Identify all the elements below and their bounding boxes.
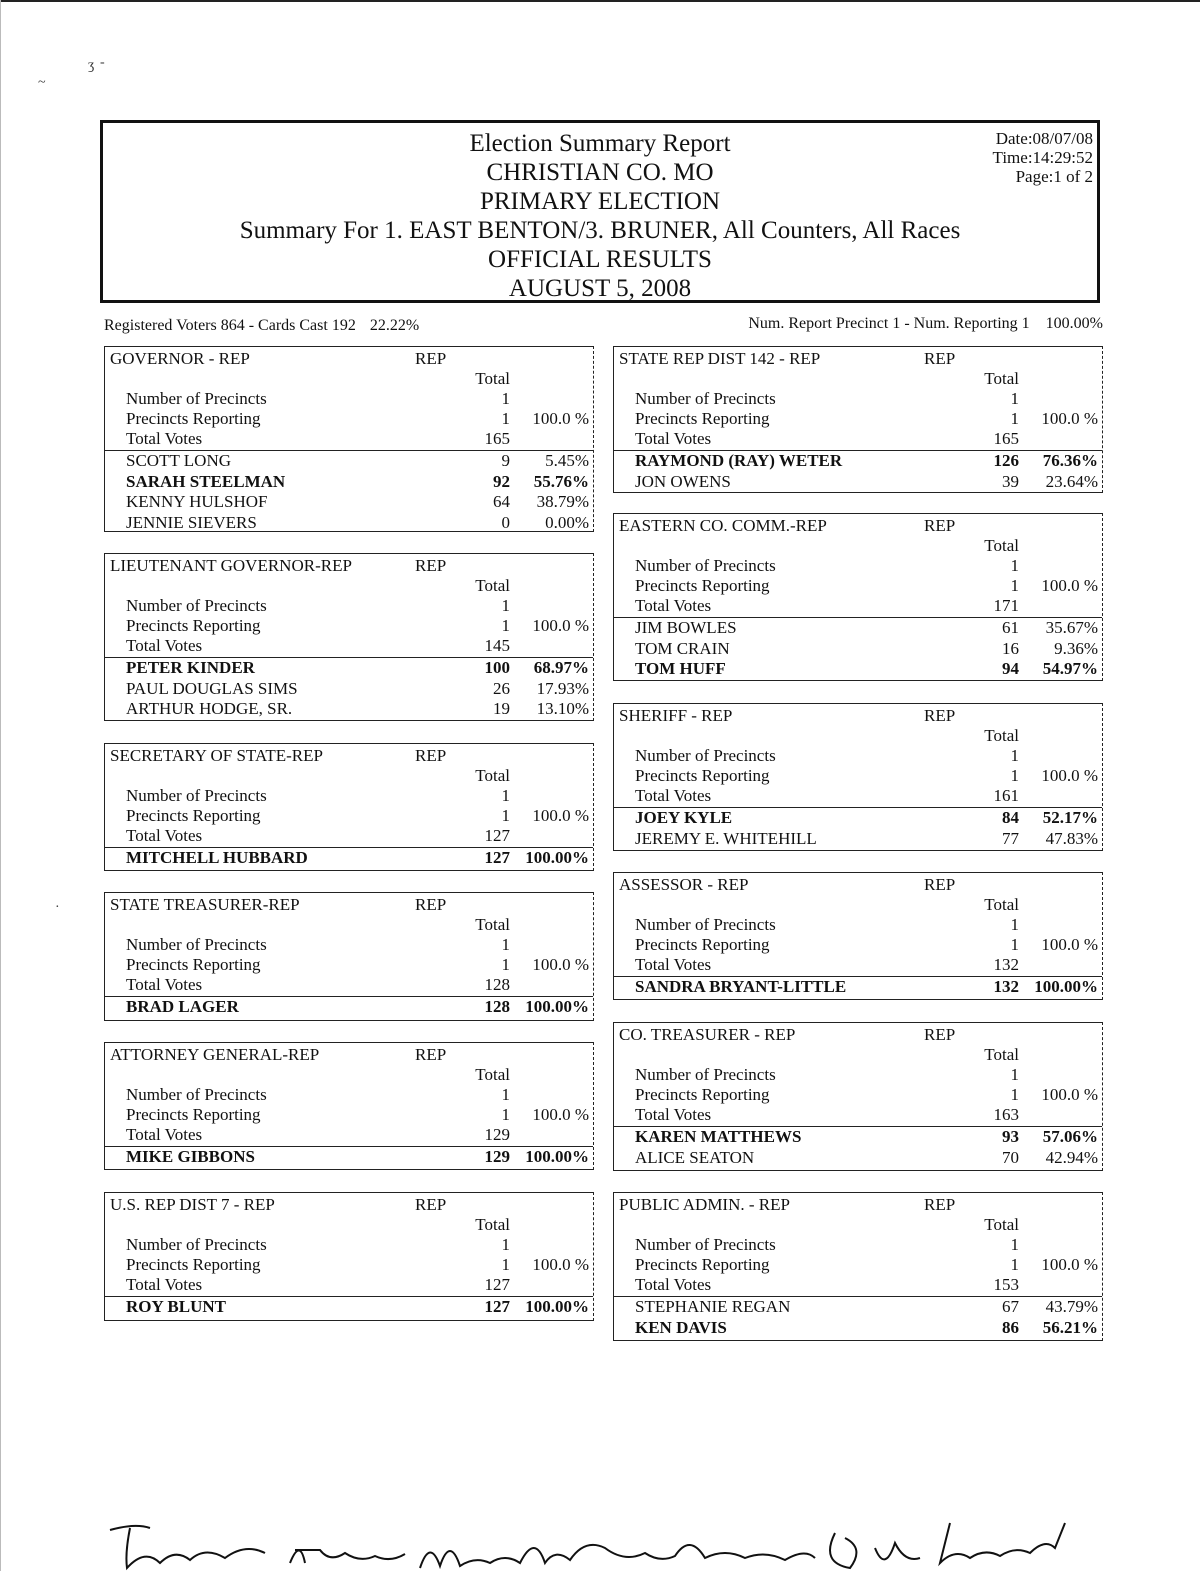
party-label: REP [415,895,447,914]
row-percent: 100.0 % [1041,576,1098,595]
race-box [104,346,594,532]
row-label: Number of Precincts [126,389,267,408]
party-label: REP [415,746,447,765]
party-label: REP [415,556,447,575]
row-percent: 100.0 % [1041,935,1098,954]
signature-3 [420,1545,815,1568]
candidate-votes: 9 [501,451,510,470]
race-box [613,703,1103,851]
row-value: 145 [484,636,510,655]
candidate-votes: 16 [1002,638,1019,658]
total-header: Total [475,1215,510,1234]
race-title: PUBLIC ADMIN. - REP [619,1195,790,1214]
row-label: Precincts Reporting [126,616,261,635]
candidate-row [105,472,593,492]
row-percent: 100.0 % [532,1105,589,1124]
report-time: Time:14:29:52 [992,148,1093,167]
row-label: Number of Precincts [126,1085,267,1104]
row-label: Total Votes [635,1275,712,1294]
row-label: Number of Precincts [635,389,776,408]
candidate-row [614,639,1102,659]
row-label: Number of Precincts [635,746,776,765]
candidate-name: JIM BOWLES [635,618,737,637]
row-value: 1 [1010,1255,1019,1274]
row-value: 1 [1010,935,1019,954]
total-votes-row [105,975,593,995]
row-label: Total Votes [126,636,203,655]
candidate-votes: 92 [493,471,510,491]
number-of-precincts-row [614,1235,1102,1255]
report-title-block [103,129,1097,303]
total-votes-row [105,636,593,656]
row-label: Precincts Reporting [126,955,261,974]
race-title: STATE TREASURER-REP [110,895,300,914]
total-header: Total [984,726,1019,745]
registered-voters-line [104,317,423,335]
number-of-precincts-row [105,1085,593,1105]
race-box [104,1192,594,1321]
race-title: LIEUTENANT GOVERNOR-REP [110,556,352,575]
race-title: CO. TREASURER - REP [619,1025,796,1044]
total-votes-row [105,826,593,846]
total-votes-row [614,429,1102,449]
total-header: Total [984,1215,1019,1234]
total-votes-row [105,1125,593,1145]
candidate-name: JON OWENS [635,471,731,491]
candidate-name: JENNIE SIEVERS [126,512,257,532]
row-label: Total Votes [635,596,712,615]
candidate-votes: 129 [484,1147,510,1166]
row-value: 1 [501,955,510,974]
candidate-row [614,829,1102,849]
candidate-votes: 100 [484,658,510,677]
number-of-precincts-row [614,556,1102,576]
scan-speck: ~ [38,75,46,90]
signature-1 [110,1526,265,1568]
precincts-reporting-row [105,1255,593,1275]
candidate-percent: 55.76% [533,471,589,491]
precinct-reporting-text: Num. Report Precinct 1 - Num. Reporting 1 [748,315,1030,332]
election-date: AUGUST 5, 2008 [508,275,692,302]
candidate-percent: 52.17% [1042,808,1098,827]
candidate-name: SANDRA BRYANT-LITTLE [635,977,847,996]
row-value: 132 [993,955,1019,974]
row-label: Total Votes [126,826,203,845]
row-percent: 100.0 % [1041,409,1098,428]
candidate-votes: 84 [1002,808,1019,827]
row-label: Number of Precincts [635,556,776,575]
row-label: Precincts Reporting [635,1085,770,1104]
results-status: OFFICIAL RESULTS [488,246,712,273]
candidate-votes: 67 [1002,1297,1019,1316]
candidate-name: RAYMOND (RAY) WETER [635,451,843,470]
candidate-row [614,1127,1102,1147]
row-label: Number of Precincts [126,935,267,954]
scan-speck: · [55,900,60,915]
race-title: SHERIFF - REP [619,706,733,725]
candidate-name: SARAH STEELMAN [126,471,286,491]
candidate-percent: 43.79% [1045,1297,1098,1316]
row-value: 127 [484,1275,510,1294]
race-box [613,872,1103,1000]
candidate-percent: 56.21% [1042,1317,1098,1337]
party-label: REP [924,1025,956,1044]
candidate-percent: 76.36% [1042,451,1098,470]
row-value: 1 [1010,1085,1019,1104]
candidate-row [105,1147,593,1167]
number-of-precincts-row [105,786,593,806]
report-meta [993,129,1093,186]
race-box [104,1042,594,1170]
scan-speck: ʒ [88,58,95,73]
race-title: U.S. REP DIST 7 - REP [110,1195,275,1214]
candidate-row [105,699,593,719]
candidate-name: KENNY HULSHOF [126,492,268,511]
number-of-precincts-row [105,1235,593,1255]
total-header: Total [475,576,510,595]
precincts-reporting-row [614,409,1102,429]
row-value: 163 [993,1105,1019,1124]
row-value: 165 [484,429,510,448]
row-percent: 100.0 % [532,409,589,428]
race-box [613,513,1103,681]
candidate-percent: 23.64% [1045,471,1098,491]
candidate-votes: 126 [993,451,1019,470]
candidate-percent: 68.97% [533,658,589,677]
row-value: 129 [484,1125,510,1144]
total-header: Total [475,1065,510,1084]
row-label: Total Votes [635,429,712,448]
scan-speck: - [100,55,105,70]
candidate-percent: 100.00% [525,848,589,867]
total-votes-row [614,596,1102,616]
row-label: Precincts Reporting [126,806,261,825]
number-of-precincts-row [105,935,593,955]
number-of-precincts-row [614,915,1102,935]
row-percent: 100.0 % [1041,1255,1098,1274]
candidate-row [105,658,593,678]
race-box [104,743,594,871]
row-value: 1 [1010,1065,1019,1084]
candidate-percent: 38.79% [536,492,589,511]
race-box [104,892,594,1021]
row-label: Precincts Reporting [635,576,770,595]
candidate-percent: 100.00% [525,997,589,1016]
report-date: Date:08/07/08 [995,129,1093,148]
total-votes-row [614,1105,1102,1125]
candidate-name: TOM CRAIN [635,638,730,658]
signature-block [105,1518,1105,1578]
candidate-percent: 100.00% [1034,977,1098,996]
party-label: REP [415,1195,447,1214]
candidate-votes: 86 [1002,1317,1019,1337]
precincts-reporting-row [105,806,593,826]
signature-2 [290,1550,405,1563]
row-value: 1 [501,935,510,954]
report-page: Page:1 of 2 [1015,167,1093,186]
total-votes-row [614,786,1102,806]
precincts-reporting-row [614,576,1102,596]
row-label: Number of Precincts [635,915,776,934]
row-value: 1 [1010,915,1019,934]
precincts-reporting-row [105,409,593,429]
number-of-precincts-row [105,596,593,616]
candidate-row [614,1148,1102,1168]
row-value: 153 [993,1275,1019,1294]
row-label: Total Votes [126,1275,203,1294]
candidate-votes: 128 [484,997,510,1016]
party-label: REP [415,1045,447,1064]
candidate-votes: 127 [484,848,510,867]
candidate-row [105,679,593,699]
summary-scope: Summary For 1. EAST BENTON/3. BRUNER, All Counters, All Races [239,217,961,244]
row-value: 127 [484,826,510,845]
row-label: Precincts Reporting [126,409,261,428]
total-header: Total [475,915,510,934]
total-header: Total [984,369,1019,388]
candidate-percent: 100.00% [525,1297,589,1316]
candidate-percent: 54.97% [1042,659,1098,678]
candidate-name: ALICE SEATON [635,1147,755,1167]
candidate-name: PETER KINDER [126,658,255,677]
total-votes-row [614,1275,1102,1295]
row-percent: 100.0 % [532,616,589,635]
row-label: Total Votes [126,975,203,994]
row-label: Precincts Reporting [635,766,770,785]
number-of-precincts-row [105,389,593,409]
row-value: 171 [993,596,1019,615]
row-value: 1 [1010,409,1019,428]
election-type: PRIMARY ELECTION [479,188,721,215]
report-header [100,120,1100,303]
row-value: 1 [1010,766,1019,785]
candidate-votes: 64 [493,492,510,511]
candidate-votes: 132 [993,977,1019,996]
row-label: Total Votes [635,786,712,805]
candidate-name: JEREMY E. WHITEHILL [635,828,817,848]
row-value: 1 [501,596,510,615]
candidate-name: PAUL DOUGLAS SIMS [126,678,298,698]
party-label: REP [924,706,956,725]
row-value: 1 [1010,576,1019,595]
signature-4 [830,1523,1065,1568]
candidate-votes: 93 [1002,1127,1019,1146]
candidate-votes: 70 [1002,1147,1019,1167]
precincts-reporting-row [105,616,593,636]
candidate-votes: 0 [501,512,510,532]
candidate-name: MIKE GIBBONS [126,1147,255,1166]
row-percent: 100.0 % [532,955,589,974]
precincts-reporting-row [614,1255,1102,1275]
party-label: REP [924,1195,956,1214]
candidate-percent: 42.94% [1045,1147,1098,1167]
candidate-name: MITCHELL HUBBARD [126,848,308,867]
candidate-percent: 47.83% [1045,828,1098,848]
candidate-row [105,513,593,533]
row-value: 128 [484,975,510,994]
candidate-row [614,1318,1102,1338]
total-header: Total [984,1045,1019,1064]
precincts-reporting-row [614,766,1102,786]
candidate-row [105,1297,593,1317]
scan-edge-top [0,0,1200,2]
party-label: REP [415,349,447,368]
candidate-row [105,848,593,868]
cards-cast-pct: 22.22% [369,317,420,334]
race-box [613,1022,1103,1171]
row-value: 1 [501,616,510,635]
row-value: 1 [501,1235,510,1254]
candidate-percent: 13.10% [536,699,589,718]
row-label: Number of Precincts [126,1235,267,1254]
candidate-votes: 39 [1002,471,1019,491]
total-header: Total [984,536,1019,555]
row-percent: 100.0 % [1041,766,1098,785]
candidate-name: STEPHANIE REGAN [635,1297,791,1316]
row-label: Number of Precincts [635,1235,776,1254]
row-value: 1 [501,786,510,805]
candidate-row [105,451,593,471]
total-votes-row [614,955,1102,975]
registered-voters-text: Registered Voters 864 - Cards Cast 192 [104,317,356,334]
precinct-reporting-line [748,315,1103,333]
row-value: 165 [993,429,1019,448]
row-label: Total Votes [635,955,712,974]
candidate-votes: 61 [1002,618,1019,637]
row-value: 1 [1010,1235,1019,1254]
candidate-name: KAREN MATTHEWS [635,1127,802,1146]
candidate-row [614,618,1102,638]
row-label: Number of Precincts [635,1065,776,1084]
candidate-percent: 57.06% [1042,1127,1098,1146]
row-value: 1 [501,1085,510,1104]
row-label: Number of Precincts [126,786,267,805]
race-box [613,346,1103,493]
row-value: 1 [501,1255,510,1274]
row-label: Precincts Reporting [126,1105,261,1124]
race-title: EASTERN CO. COMM.-REP [619,516,827,535]
candidate-name: KEN DAVIS [635,1317,727,1337]
candidate-percent: 5.45% [545,451,589,470]
candidate-votes: 127 [484,1297,510,1316]
row-percent: 100.0 % [1041,1085,1098,1104]
candidate-row [614,472,1102,492]
row-value: 1 [501,389,510,408]
row-value: 1 [1010,556,1019,575]
row-value: 1 [1010,746,1019,765]
party-label: REP [924,349,956,368]
total-header: Total [475,369,510,388]
candidate-percent: 0.00% [545,512,589,532]
candidate-name: JOEY KYLE [635,808,733,827]
candidate-name: SCOTT LONG [126,451,231,470]
candidate-row [614,1297,1102,1317]
candidate-percent: 9.36% [1054,638,1098,658]
row-percent: 100.0 % [532,1255,589,1274]
scan-edge-left [0,0,1,1571]
total-header: Total [475,766,510,785]
race-title: SECRETARY OF STATE-REP [110,746,323,765]
race-title: ATTORNEY GENERAL-REP [110,1045,320,1064]
candidate-row [614,659,1102,679]
candidate-votes: 26 [493,678,510,698]
candidate-votes: 77 [1002,828,1019,848]
precincts-reporting-row [614,935,1102,955]
race-title: GOVERNOR - REP [110,349,250,368]
precincts-reporting-row [105,955,593,975]
row-label: Precincts Reporting [635,409,770,428]
row-label: Total Votes [126,1125,203,1144]
row-label: Precincts Reporting [635,935,770,954]
candidate-row [614,808,1102,828]
row-value: 1 [501,806,510,825]
candidate-percent: 35.67% [1045,618,1098,637]
row-label: Precincts Reporting [635,1255,770,1274]
candidate-name: ROY BLUNT [126,1297,226,1316]
row-label: Number of Precincts [126,596,267,615]
number-of-precincts-row [614,1065,1102,1085]
candidate-row [105,997,593,1017]
candidate-name: BRAD LAGER [126,997,239,1016]
row-value: 1 [1010,389,1019,408]
candidate-votes: 19 [493,699,510,718]
race-title: STATE REP DIST 142 - REP [619,349,821,368]
candidate-percent: 17.93% [536,678,589,698]
race-box [613,1192,1103,1341]
total-votes-row [105,1275,593,1295]
candidate-percent: 100.00% [525,1147,589,1166]
total-header: Total [984,895,1019,914]
candidate-row [614,451,1102,471]
report-title: Election Summary Report [469,130,731,157]
total-votes-row [105,429,593,449]
row-label: Total Votes [635,1105,712,1124]
reporting-pct: 100.00% [1045,315,1103,332]
precincts-reporting-row [105,1105,593,1125]
candidate-row [105,492,593,512]
number-of-precincts-row [614,389,1102,409]
row-value: 1 [501,1105,510,1124]
row-value: 1 [501,409,510,428]
race-box [104,553,594,721]
party-label: REP [924,516,956,535]
candidate-name: TOM HUFF [635,659,726,678]
number-of-precincts-row [614,746,1102,766]
candidate-votes: 94 [1002,659,1019,678]
row-value: 161 [993,786,1019,805]
county-name: CHRISTIAN CO. MO [486,159,714,186]
row-label: Total Votes [126,429,203,448]
race-title: ASSESSOR - REP [619,875,749,894]
row-label: Precincts Reporting [126,1255,261,1274]
candidate-name: ARTHUR HODGE, SR. [126,699,293,718]
party-label: REP [924,875,956,894]
precincts-reporting-row [614,1085,1102,1105]
candidate-row [614,977,1102,997]
row-percent: 100.0 % [532,806,589,825]
